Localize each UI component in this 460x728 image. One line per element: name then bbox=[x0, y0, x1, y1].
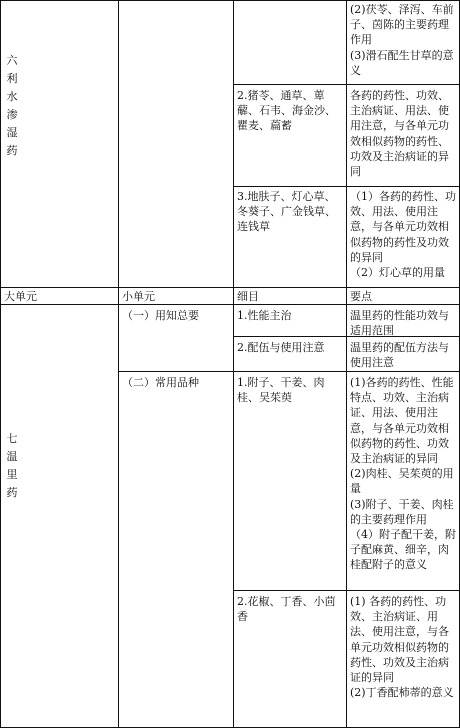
points-compatibility: 温里药的配伍方法与使用注意 bbox=[350, 341, 449, 370]
detail-herbs-1: 1.附子、干姜、肉桂、吴茱萸 bbox=[237, 376, 325, 405]
header-major-unit: 大单元 bbox=[4, 290, 37, 303]
header-detail: 细目 bbox=[237, 290, 259, 303]
detail-herbs-2: 2.花椒、丁香、小茴香 bbox=[237, 595, 336, 624]
major-unit-diuretic: 六利水渗湿药 bbox=[6, 54, 18, 157]
major-unit-interior-warming: 七温里药 bbox=[6, 432, 18, 499]
points-herbs-1: (1)各药的药性、性能特点、功效、主治病证、用法、使用注意，与各单元功效相似药物的药性、功效及主治病证的异同 (2)肉桂、吴茱萸的用量 (3)附子、干姜、肉桂的主要药理作用 （4）附子配干姜，附子配麻黄、细辛，肉桂配附子的意义 bbox=[350, 376, 456, 572]
points-herbs-2: (1) 各药的药性、功效、主治病证、用法、使用注意，与各单元功效相似药物的药性、功效及主治病证的异同 (2)丁香配柿蒂的意义 bbox=[350, 595, 454, 700]
points-properties: 温里药的性能功效与适用范围 bbox=[350, 309, 449, 338]
minor-unit-common-herbs: （二）常用品种 bbox=[122, 376, 199, 389]
header-points: 要点 bbox=[350, 290, 372, 303]
points-diuretic-3: （1）各药的药性、功效、用法、使用注意，与各单元功效相似药物的药性及功效的异同 （2）灯心草的用量 bbox=[350, 190, 456, 280]
detail-diuretic-2: 2.猪苓、通草、萆薢、石韦、海金沙、瞿麦、萹蓄 bbox=[237, 89, 336, 133]
header-minor-unit: 小单元 bbox=[122, 290, 155, 303]
detail-diuretic-3: 3.地肤子、灯心草、冬葵子、广金钱草、连钱草 bbox=[237, 190, 336, 234]
points-diuretic-continued: (2)茯苓、泽泻、车前子、茵陈的主要药理作用 (3)滑石配生甘草的意义 bbox=[350, 3, 454, 77]
minor-unit-overview: （一）用知总要 bbox=[122, 309, 199, 322]
detail-compatibility: 2.配伍与使用注意 bbox=[237, 341, 325, 354]
points-diuretic-2: 各药的药性、功效、主治病证、用法、使用注意，与各单元功效相似药物的药性、功效及主治病证的异同 bbox=[350, 89, 449, 179]
detail-properties: 1.性能主治 bbox=[237, 309, 292, 322]
